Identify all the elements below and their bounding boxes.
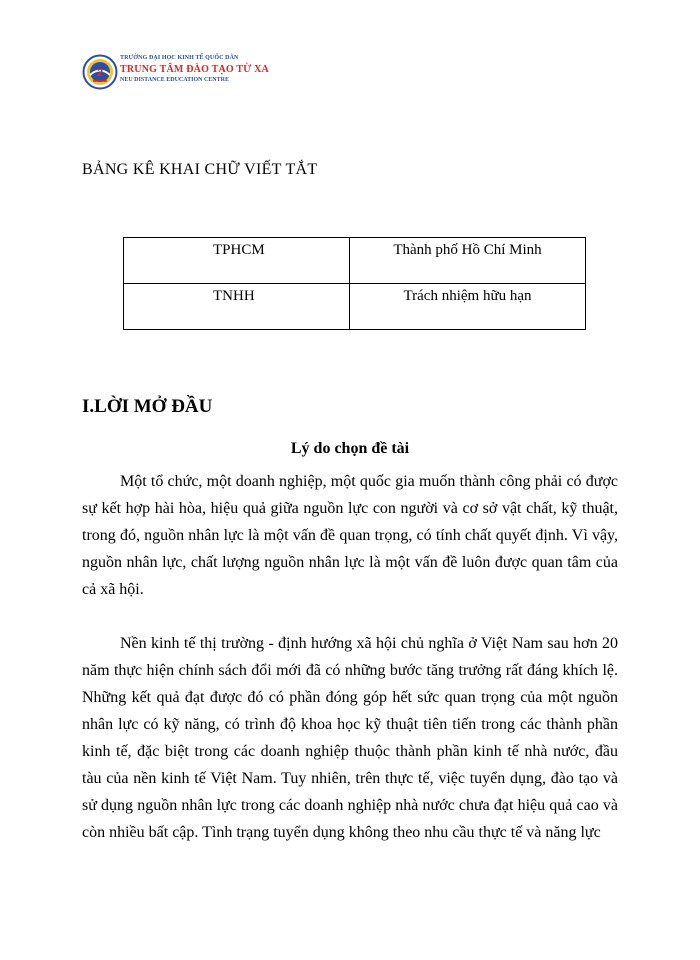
paragraph-text: Một tổ chức, một doanh nghiệp, một quốc gia muốn thành công phải có được sự kết hợp hài hòa, hiệu quả giữa nguồn lực con người và cơ sở vật chất, kỹ thuật, trong đó, nguồn nhân lực là một vấn đề quan trọng, có tính chất quyết định. Vì vậy, nguồn nhân lực, chất lượng nguồn nhân lực là một vấn đề luôn được quan tâm của cả xã hội. (82, 473, 618, 598)
svg-text:2: 2 (96, 67, 104, 79)
section-heading: I.LỜI MỞ ĐẦU (82, 396, 213, 417)
logo-text (120, 54, 269, 85)
abbr-cell: TNHH (124, 284, 350, 330)
centre-name: TRUNG TÂM ĐÀO TẠO TỪ XA (120, 64, 269, 75)
centre-name-english: NEU DISTANCE EDUCATION CENTRE (120, 77, 229, 83)
university-name: TRƯỜNG ĐẠI HỌC KINH TẾ QUỐC DÂN (120, 55, 239, 61)
table-row (124, 284, 586, 330)
paragraph (82, 630, 618, 846)
meaning-cell: Trách nhiệm hữu hạn (350, 284, 586, 330)
abbreviations-table (123, 237, 586, 330)
paragraph (82, 468, 618, 603)
section-subheading: Lý do chọn đề tài (290, 440, 410, 457)
abbreviations-title: BẢNG KÊ KHAI CHỮ VIẾT TẮT (82, 161, 318, 178)
page-header (82, 54, 282, 94)
paragraph-text: Nền kinh tế thị trường - định hướng xã hội chủ nghĩa ở Việt Nam sau hơn 20 năm thực hiện chính sách đổi mới đã có những bước tăng trưởng rất đáng khích lệ. Những kết quả đạt được đó có phần đóng góp hết sức quan trọng của một nguồn nhân lực có kỹ năng, có trình độ khoa học kỹ thuật tiên tiến trong các thành phần kinh tế, đặc biệt trong các doanh nghiệp thuộc thành phần kinh tế nhà nước, đầu tàu của nền kinh tế Việt Nam. Tuy nhiên, trên thực tế, việc tuyển dụng, đào tạo và sử dụng nguồn nhân lực trong các doanh nghiệp nhà nước chưa đạt hiệu quả cao và còn nhiều bất cập. Tình trạng tuyển dụng không theo nhu cầu thực tế và năng lực (82, 635, 618, 841)
neu-logo-icon (82, 54, 118, 90)
table-row (124, 238, 586, 284)
abbr-cell: TPHCM (124, 238, 350, 284)
meaning-cell: Thành phố Hồ Chí Minh (350, 238, 586, 284)
